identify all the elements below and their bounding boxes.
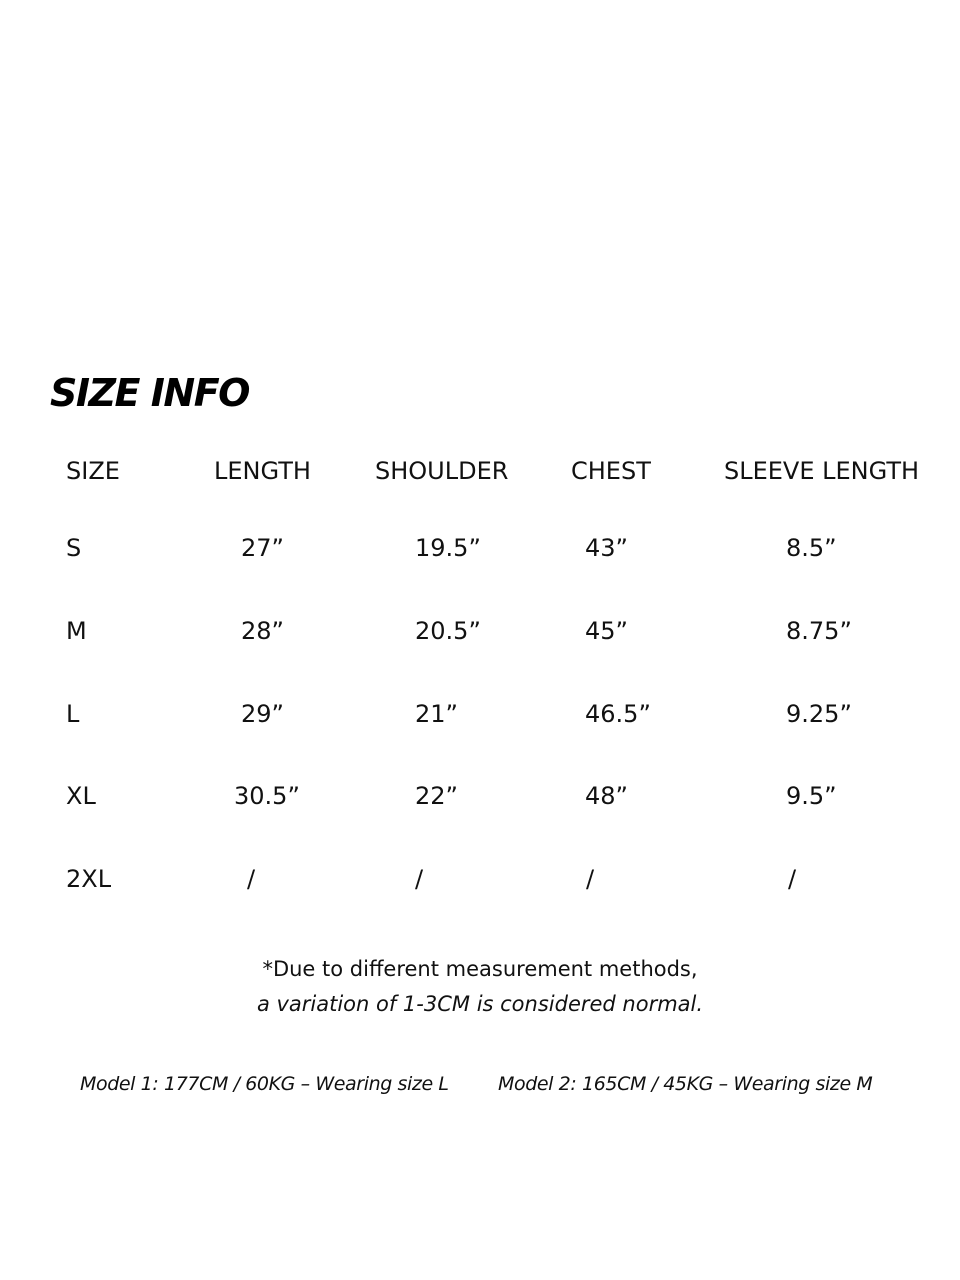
sleeve-length-cell: 8.5” [786, 534, 837, 562]
column-header-chest: CHEST [571, 457, 651, 485]
measurement-note-line-2: a variation of 1-3CM is considered normal. [256, 992, 704, 1016]
size-cell: M [66, 617, 87, 645]
shoulder-cell: / [415, 865, 424, 893]
sleeve-length-cell: 9.25” [786, 700, 852, 728]
chest-cell: 48” [585, 782, 628, 810]
shoulder-cell: 22” [415, 782, 458, 810]
sleeve-length-cell: / [788, 865, 797, 893]
chest-cell: 45” [585, 617, 628, 645]
length-cell: 27” [241, 534, 284, 562]
chest-cell: / [586, 865, 595, 893]
shoulder-cell: 19.5” [415, 534, 481, 562]
model-1-info: Model 1: 177CM / 60KG – Wearing size L [80, 1073, 449, 1095]
column-header-shoulder: SHOULDER [375, 457, 509, 485]
measurement-note-line-1: *Due to different measurement methods, [262, 957, 698, 981]
size-cell: 2XL [66, 865, 112, 893]
length-cell: 29” [241, 700, 284, 728]
size-cell: S [66, 534, 82, 562]
length-cell: 28” [241, 617, 284, 645]
page-title: SIZE INFO [50, 371, 249, 415]
length-cell: / [247, 865, 256, 893]
column-header-sleeve-length: SLEEVE LENGTH [724, 457, 920, 485]
column-header-size: SIZE [66, 457, 120, 485]
column-header-length: LENGTH [214, 457, 311, 485]
chest-cell: 43” [585, 534, 628, 562]
length-cell: 30.5” [234, 782, 300, 810]
size-cell: L [66, 700, 80, 728]
model-2-info: Model 2: 165CM / 45KG – Wearing size M [498, 1073, 873, 1095]
shoulder-cell: 20.5” [415, 617, 481, 645]
sleeve-length-cell: 9.5” [786, 782, 837, 810]
shoulder-cell: 21” [415, 700, 458, 728]
size-cell: XL [66, 782, 96, 810]
sleeve-length-cell: 8.75” [786, 617, 852, 645]
chest-cell: 46.5” [585, 700, 651, 728]
